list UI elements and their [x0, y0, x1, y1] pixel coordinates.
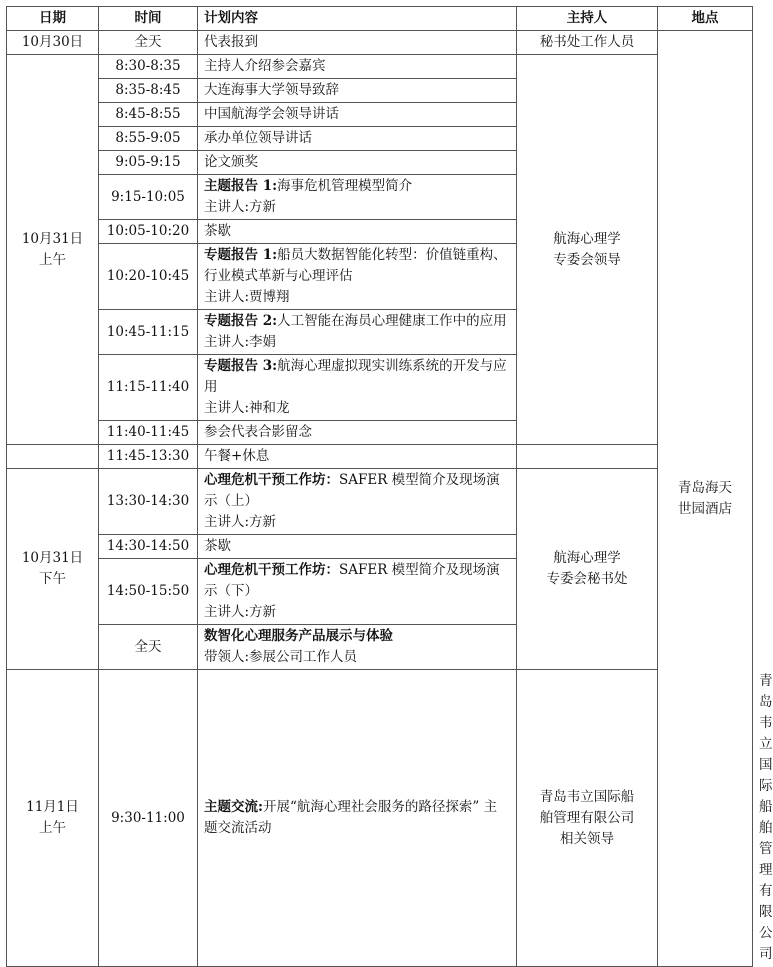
date-cell: 10月30日 [7, 31, 99, 55]
content-cell: 大连海事大学领导致辞 [198, 79, 517, 103]
report-title: 海事危机管理模型简介 [277, 178, 413, 194]
report-title: SAFER 模型简介及现场演示（下） [204, 562, 500, 599]
report-label: 专题报告 3: [204, 358, 278, 374]
time-cell: 9:15-10:05 [99, 175, 198, 220]
content-cell [198, 625, 517, 670]
host-cell-pm [517, 469, 658, 670]
time-cell: 8:55-9:05 [99, 127, 198, 151]
date-line: 上午 [39, 251, 66, 268]
host-line: 航海心理学 [553, 230, 621, 247]
content-cell: 承办单位领导讲话 [198, 127, 517, 151]
report-title: 船员大数据智能化转型：价值链重构、行业模式革新与心理评估 [204, 247, 507, 284]
host-cell-nov [517, 670, 658, 967]
content-cell: 论文颁奖 [198, 151, 517, 175]
venue-line: 世园酒店 [678, 500, 732, 517]
date-line: 10月31日 [21, 230, 84, 247]
header-date: 日期 [7, 7, 99, 31]
report-label: 专题报告 1: [204, 247, 278, 263]
date-cell-pm [7, 469, 99, 670]
time-cell: 11:45-13:30 [99, 445, 198, 469]
content-cell [198, 310, 517, 355]
content-cell: 茶歇 [198, 535, 517, 559]
time-cell: 10:05-10:20 [99, 220, 198, 244]
content-cell [198, 670, 517, 967]
speaker: 主讲人:李娟 [204, 334, 277, 350]
header-row [7, 7, 753, 31]
report-title: 人工智能在海员心理健康工作中的应用 [277, 313, 507, 329]
date-line: 10月31日 [21, 550, 84, 566]
host-line: 相关领导 [560, 830, 614, 847]
content-cell: 主持人介绍参会嘉宾 [198, 55, 517, 79]
table-row [7, 55, 753, 79]
time-cell: 全天 [99, 625, 198, 670]
header-content: 计划内容 [198, 7, 517, 31]
report-label: 主题交流: [204, 799, 263, 815]
time-cell: 8:35-8:45 [99, 79, 198, 103]
speaker: 带领人:参展公司工作人员 [204, 649, 358, 665]
table-row [7, 31, 753, 55]
content-cell [198, 559, 517, 625]
time-cell: 全天 [99, 31, 198, 55]
content-cell: 午餐+休息 [198, 445, 517, 469]
venue-line: 青岛海天 [678, 479, 732, 496]
report-title: 航海心理虚拟现实训练系统的开发与应用 [204, 358, 507, 395]
report-label: 心理危机干预工作坊： [204, 472, 339, 488]
date-cell-am [7, 55, 99, 445]
host-cell [517, 445, 658, 469]
host-line: 航海心理学 [553, 550, 621, 566]
content-cell [198, 175, 517, 220]
report-label: 心理危机干预工作坊： [204, 562, 339, 578]
report-label: 数智化心理服务产品展示与体验 [204, 628, 393, 644]
time-cell: 14:50-15:50 [99, 559, 198, 625]
time-cell: 9:30-11:00 [99, 670, 198, 967]
date-cell-nov [7, 670, 99, 967]
time-cell: 13:30-14:30 [99, 469, 198, 535]
host-line: 专委会秘书处 [546, 571, 628, 587]
time-cell: 9:05-9:15 [99, 151, 198, 175]
header-host: 主持人 [517, 7, 658, 31]
table-row-nov: 11月1日 上午 9:30-11:00 主题交流:开展“航海心理社会服务的路径探索” 主题交流活动 青岛韦立国际船 舶管理有限公司 相关领导 青岛韦立 国际船舶 管理有限 公司 [7, 670, 753, 967]
host-line: 青岛韦立国际船 [539, 788, 635, 805]
content-cell [198, 355, 517, 421]
time-cell: 8:30-8:35 [99, 55, 198, 79]
report-title: SAFER 模型简介及现场演示（上） [204, 472, 500, 509]
report-title: 开展“航海心理社会服务的路径探索” 主题交流活动 [204, 799, 498, 836]
header-venue: 地点 [658, 7, 753, 31]
date-line: 11月1日 [26, 799, 79, 815]
table-row-lunch [7, 445, 753, 469]
date-line: 上午 [39, 820, 66, 836]
date-line: 下午 [39, 571, 66, 587]
content-cell: 茶歇 [198, 220, 517, 244]
content-cell: 中国航海学会领导讲话 [198, 103, 517, 127]
content-cell: 参会代表合影留念 [198, 421, 517, 445]
report-label: 主题报告 1: [204, 178, 278, 194]
time-cell: 11:40-11:45 [99, 421, 198, 445]
schedule-table [6, 6, 773, 967]
time-cell: 8:45-8:55 [99, 103, 198, 127]
time-cell: 11:15-11:40 [99, 355, 198, 421]
speaker: 主讲人:贾博翔 [204, 289, 290, 305]
venue-cell-main [658, 31, 753, 967]
content-cell [198, 244, 517, 310]
speaker: 主讲人:方新 [204, 604, 277, 620]
speaker: 主讲人:方新 [204, 514, 277, 530]
header-time: 时间 [99, 7, 198, 31]
host-line: 舶管理有限公司 [539, 809, 635, 826]
date-cell [7, 445, 99, 469]
time-cell: 14:30-14:50 [99, 535, 198, 559]
host-cell-am [517, 55, 658, 445]
table-row [7, 469, 753, 535]
content-cell [198, 469, 517, 535]
host-cell: 秘书处工作人员 [517, 31, 658, 55]
content-cell: 代表报到 [198, 31, 517, 55]
report-label: 专题报告 2: [204, 313, 278, 329]
speaker: 主讲人:方新 [204, 199, 277, 215]
time-cell: 10:20-10:45 [99, 244, 198, 310]
speaker: 主讲人:神和龙 [204, 400, 290, 416]
time-cell: 10:45-11:15 [99, 310, 198, 355]
host-line: 专委会领导 [553, 251, 621, 268]
